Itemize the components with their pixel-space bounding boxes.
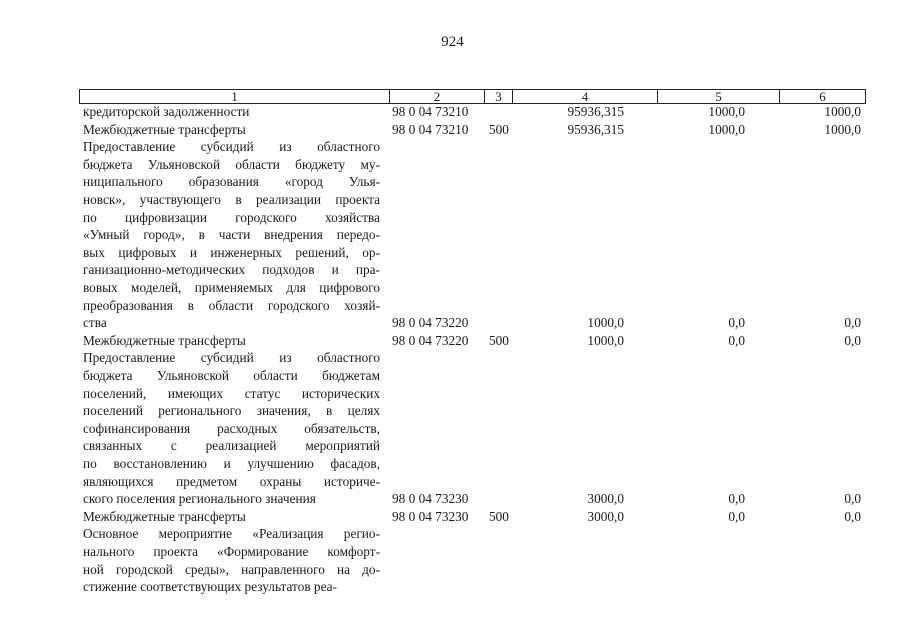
row-value-col4: 1000,0 xyxy=(587,315,624,331)
row-description xyxy=(83,332,380,350)
description-line: Межбюджетные трансферты xyxy=(83,121,246,137)
row-value-col6: 1000,0 xyxy=(824,104,861,119)
description-line: стижение соответствующих результатов реа- xyxy=(83,579,337,595)
description-line: софинансирования расходных обязательств, xyxy=(83,420,380,436)
row-value-col4: 1000,0 xyxy=(587,332,624,348)
row-code: 98 0 04 73230 xyxy=(392,491,469,507)
table-row xyxy=(0,103,905,121)
row-description xyxy=(83,103,380,121)
description-line: Предоставление субсидий из областного xyxy=(83,139,380,155)
description-line: ства xyxy=(83,315,107,331)
description-line: являющихся предметом охраны историче- xyxy=(83,473,380,489)
description-line: ной городской среды», направленного на до- xyxy=(83,561,380,577)
row-value-col4: 95936,315 xyxy=(567,121,624,137)
table-header xyxy=(79,89,866,104)
row-value-col5: 0,0 xyxy=(728,491,745,507)
row-value-col5: 1000,0 xyxy=(708,121,745,137)
table-row xyxy=(0,138,905,332)
row-value-col6: 0,0 xyxy=(844,332,861,348)
row-description xyxy=(83,121,380,139)
row-value-col6: 0,0 xyxy=(844,508,861,524)
table-row xyxy=(0,508,905,526)
description-line: Межбюджетные трансферты xyxy=(83,332,246,348)
description-line: ниципального образования «город Улья- xyxy=(83,174,380,190)
description-line: нального проекта «Формирование комфорт- xyxy=(83,543,380,559)
header-col-3: 3 xyxy=(485,90,513,103)
row-value-col6: 0,0 xyxy=(844,491,861,507)
table-row xyxy=(0,525,905,595)
row-expense-type: 500 xyxy=(489,508,509,524)
description-line: по цифровизации городского хозяйства xyxy=(83,209,380,225)
row-description xyxy=(83,525,380,595)
row-value-col4: 3000,0 xyxy=(587,491,624,507)
row-code: 98 0 04 73220 xyxy=(392,315,469,331)
row-value-col6: 0,0 xyxy=(844,315,861,331)
description-line: вых цифровых и инженерных решений, ор- xyxy=(83,244,380,260)
description-line: новск», участвующего в реализации проекта xyxy=(83,191,380,207)
row-description xyxy=(83,138,380,332)
row-code: 98 0 04 73210 xyxy=(392,104,469,119)
header-col-4: 4 xyxy=(513,90,658,103)
row-value-col5: 0,0 xyxy=(728,332,745,348)
row-value-col6: 1000,0 xyxy=(824,121,861,137)
row-code: 98 0 04 73230 xyxy=(392,508,469,524)
description-line: преобразования в области городского хозяй- xyxy=(83,297,380,313)
description-line: бюджета Ульяновской области бюджетам xyxy=(83,367,380,383)
description-line: бюджета Ульяновской области бюджету му- xyxy=(83,156,380,172)
description-line: связанных с реализацией мероприятий xyxy=(83,438,380,454)
row-description xyxy=(83,508,380,526)
row-value-col4: 95936,315 xyxy=(567,104,624,119)
description-line: по восстановлению и улучшению фасадов, xyxy=(83,455,380,471)
table-row xyxy=(0,121,905,139)
row-value-col5: 0,0 xyxy=(728,315,745,331)
description-line: поселений, имеющих статус исторических xyxy=(83,385,380,401)
description-line: Предоставление субсидий из областного xyxy=(83,350,380,366)
row-value-col5: 1000,0 xyxy=(708,104,745,119)
row-value-col5: 0,0 xyxy=(728,508,745,524)
description-line: кредиторской задолженности xyxy=(83,104,250,119)
description-line: вовых моделей, применяемых для цифрового xyxy=(83,279,380,295)
row-code: 98 0 04 73220 xyxy=(392,332,469,348)
header-col-2: 2 xyxy=(390,90,485,103)
header-col-6: 6 xyxy=(819,89,826,104)
description-line: поселений регионального значения, в целях xyxy=(83,403,380,419)
row-code: 98 0 04 73210 xyxy=(392,121,469,137)
table-row xyxy=(0,332,905,350)
description-line: ганизационно-методических подходов и пра- xyxy=(83,262,380,278)
header-col-5: 5 xyxy=(658,90,780,103)
row-value-col4: 3000,0 xyxy=(587,508,624,524)
description-line: Основное мероприятие «Реализация регио- xyxy=(83,526,380,542)
row-description xyxy=(83,349,380,507)
row-expense-type: 500 xyxy=(489,121,509,137)
table-row xyxy=(0,349,905,507)
page-number: 924 xyxy=(441,34,464,50)
description-line: ского поселения регионального значения xyxy=(83,491,316,507)
row-expense-type: 500 xyxy=(489,332,509,348)
header-col-1: 1 xyxy=(80,90,390,103)
description-line: Межбюджетные трансферты xyxy=(83,508,246,524)
description-line: «Умный город», в части внедрения передо- xyxy=(83,227,380,243)
